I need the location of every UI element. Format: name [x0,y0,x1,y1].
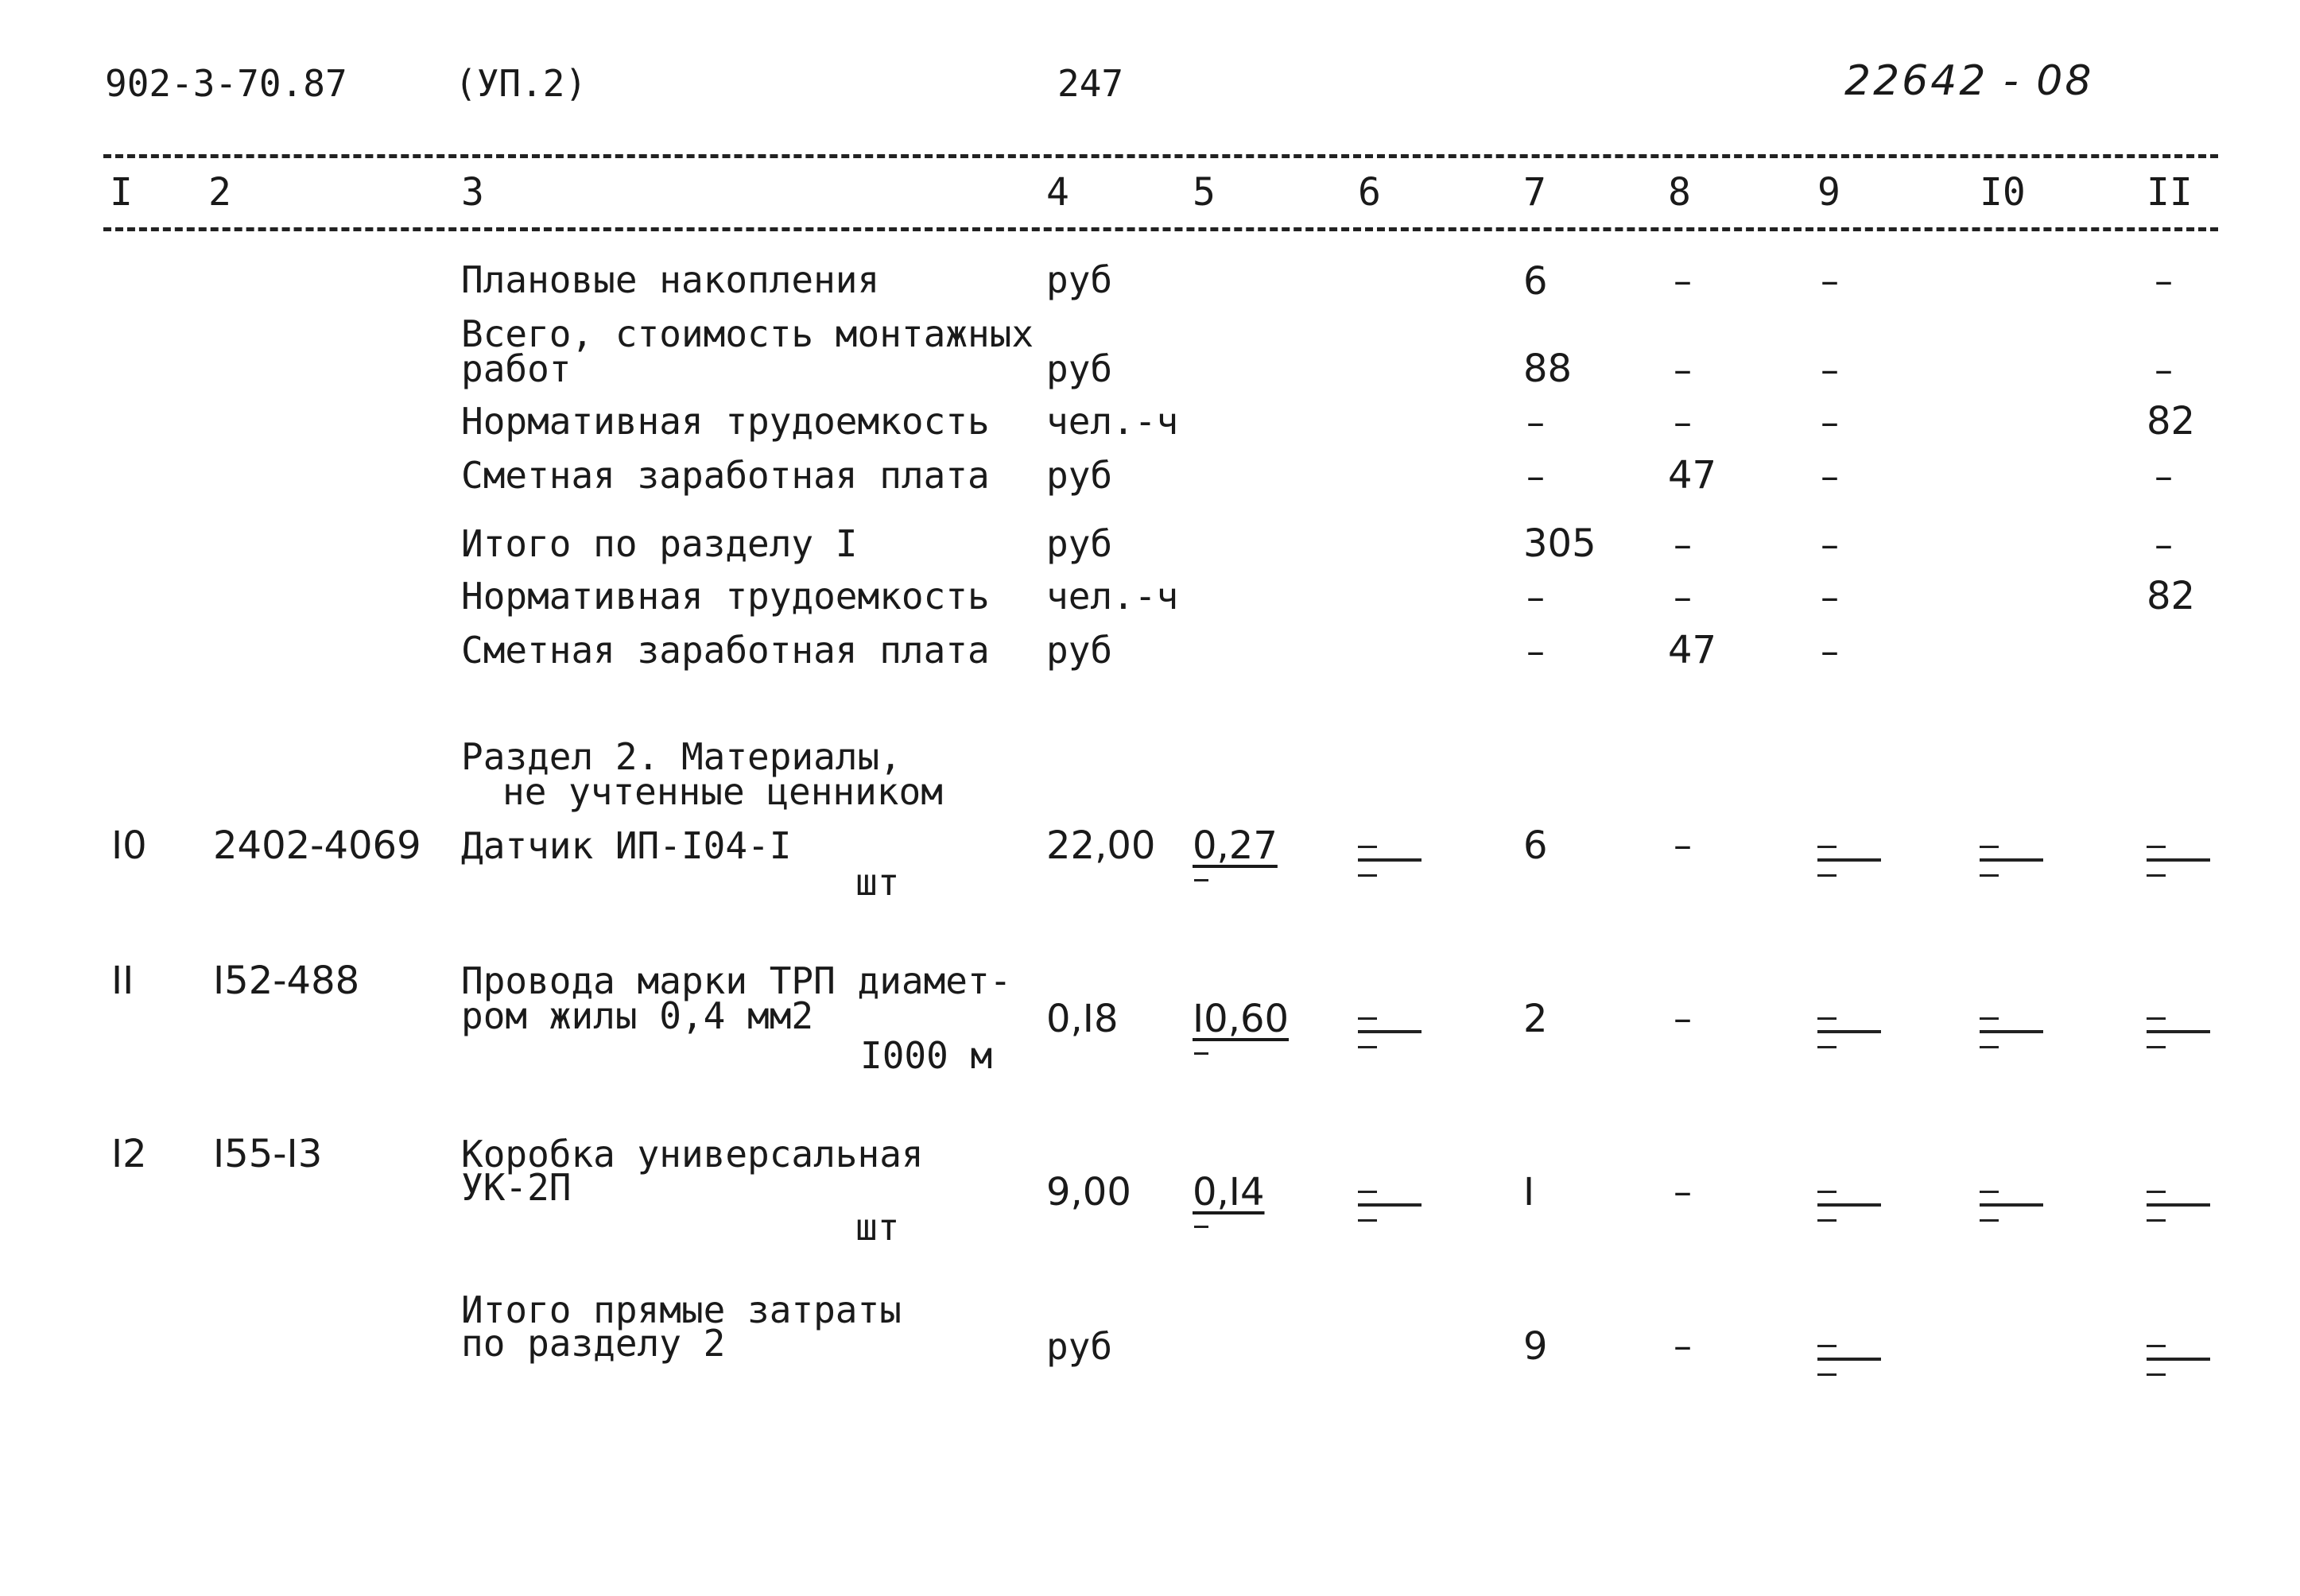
column-header-8: 8 [1668,170,1691,215]
item-name-line2: ром жилы 0,4 мм2 [461,994,814,1037]
ditto-mark-col9 [1817,839,1881,879]
item-name-line1: Провода марки ТРП диамет- [461,959,1012,1002]
ditto-mark-col6 [1358,1011,1422,1051]
cell-col9: – [1821,523,1839,566]
item-number: I2 [111,1132,147,1176]
column-header-3: 3 [461,170,484,215]
section-title-line2: не учтенные ценником [502,770,943,813]
cell-col7: 9 [1523,1324,1548,1369]
row-name: Итого по разделу I [461,522,858,565]
item-code: 2402-4069 [213,823,421,868]
row-unit: руб [1046,258,1113,301]
cell-col7: 6 [1523,259,1548,304]
cell-col7: 6 [1523,823,1548,868]
ditto-mark-col9 [1817,1011,1881,1051]
item-number: I0 [111,823,147,868]
column-header-7: 7 [1523,170,1546,215]
section-title-line1: Раздел 2. Материалы, [461,735,902,778]
ditto-mark-col10 [1980,1011,2043,1051]
ditto-mark-col11 [2147,1338,2210,1378]
column-header-10: I0 [1980,170,2026,215]
cell-col9: – [1821,259,1839,302]
cell-col7: – [1526,629,1545,672]
cell-col11: 82 [2147,399,2196,444]
item-name-line1: Коробка универсальная [461,1133,924,1176]
cell-col8: 47 [1668,628,1717,672]
cell-col11: – [2155,259,2173,302]
ditto-mark-col6 [1358,839,1422,879]
cell-col8: – [1674,348,1692,391]
ditto-mark-col9 [1817,1338,1881,1378]
cell-col7: I [1523,1170,1535,1214]
cell-col8: – [1674,575,1692,618]
row-name-line2: работ [461,347,572,390]
cell-col8: – [1674,1170,1692,1213]
cell-col8: – [1674,401,1692,444]
cell-col9: – [1821,575,1839,618]
ditto-mark-col5 [1194,1226,1208,1228]
cell-col8: – [1674,259,1692,302]
header-rule-top [103,154,2218,158]
ditto-mark-col10 [1980,839,2043,879]
item-measure: шт [855,1206,900,1249]
cell-col9: – [1821,348,1839,391]
ditto-mark-col5 [1194,1052,1208,1055]
cell-col11: – [2155,348,2173,391]
row-unit: руб [1046,347,1113,390]
cell-col5: I0,60 [1193,997,1290,1041]
header-rule-bottom [103,227,2218,231]
row-unit: руб [1046,522,1113,565]
column-header-11: II [2147,170,2193,215]
cell-col5: 0,I4 [1193,1170,1265,1214]
item-code: I52-488 [213,959,360,1003]
ditto-mark-col11 [2147,1184,2210,1224]
row-name: Сметная заработная плата [461,629,990,672]
cell-col8: – [1674,523,1692,566]
cell-col5: 0,27 [1193,823,1278,868]
column-header-5: 5 [1193,170,1216,215]
document-code: 902-3-70.87 [105,62,347,105]
cell-col4: 0,I8 [1046,997,1119,1041]
item-name-line2: УК-2П [461,1166,572,1209]
cell-col11: 82 [2147,574,2196,618]
column-header-9: 9 [1817,170,1840,215]
ditto-mark-col5 [1194,879,1208,881]
cell-col7: – [1526,401,1545,444]
page-number: 247 [1057,62,1124,105]
ditto-mark-col9 [1817,1184,1881,1224]
cell-col11: – [2155,523,2173,566]
row-name: Нормативная трудоемкость [461,575,990,618]
item-name-line1: Датчик ИП-I04-I [461,824,792,867]
cell-col8: – [1674,823,1692,866]
ditto-mark-col11 [2147,1011,2210,1051]
row-unit: чел.-ч [1046,575,1179,618]
row-name: Плановые накопления [461,258,880,301]
total-name-line1: Итого прямые затраты [461,1288,902,1331]
ditto-mark-col10 [1980,1184,2043,1224]
item-measure: I000 м [860,1034,993,1077]
item-code: I55-I3 [213,1132,323,1176]
cell-col8: 47 [1668,453,1717,498]
item-number: II [111,959,134,1003]
cell-col4: 9,00 [1046,1170,1131,1214]
cell-col11: – [2155,455,2173,498]
cell-col7: 305 [1523,521,1596,566]
column-header-1: I [110,170,133,215]
inventory-number: 22642 - 08 [1844,57,2094,105]
item-measure: шт [855,861,900,904]
cell-col9: – [1821,401,1839,444]
album-label: (УП.2) [455,62,588,105]
cell-col9: – [1821,455,1839,498]
cell-col7: 2 [1523,997,1548,1041]
total-unit: руб [1046,1325,1113,1368]
row-name-line1: Всего, стоимость монтажных [461,312,1034,355]
row-name: Сметная заработная плата [461,454,990,497]
row-unit: руб [1046,629,1113,672]
column-header-2: 2 [208,170,231,215]
ditto-mark-col6 [1358,1184,1422,1224]
row-unit: чел.-ч [1046,400,1179,443]
row-unit: руб [1046,454,1113,497]
row-name: Нормативная трудоемкость [461,400,990,443]
cell-col7: 88 [1523,347,1573,391]
ditto-mark-col11 [2147,839,2210,879]
cell-col9: – [1821,629,1839,672]
cell-col4: 22,00 [1046,823,1156,868]
total-name-line2: по разделу 2 [461,1322,726,1365]
cell-col7: – [1526,455,1545,498]
column-header-4: 4 [1046,170,1069,215]
cell-col7: – [1526,575,1545,618]
cell-col8: – [1674,997,1692,1040]
column-header-6: 6 [1358,170,1381,215]
cell-col8: – [1674,1324,1692,1367]
